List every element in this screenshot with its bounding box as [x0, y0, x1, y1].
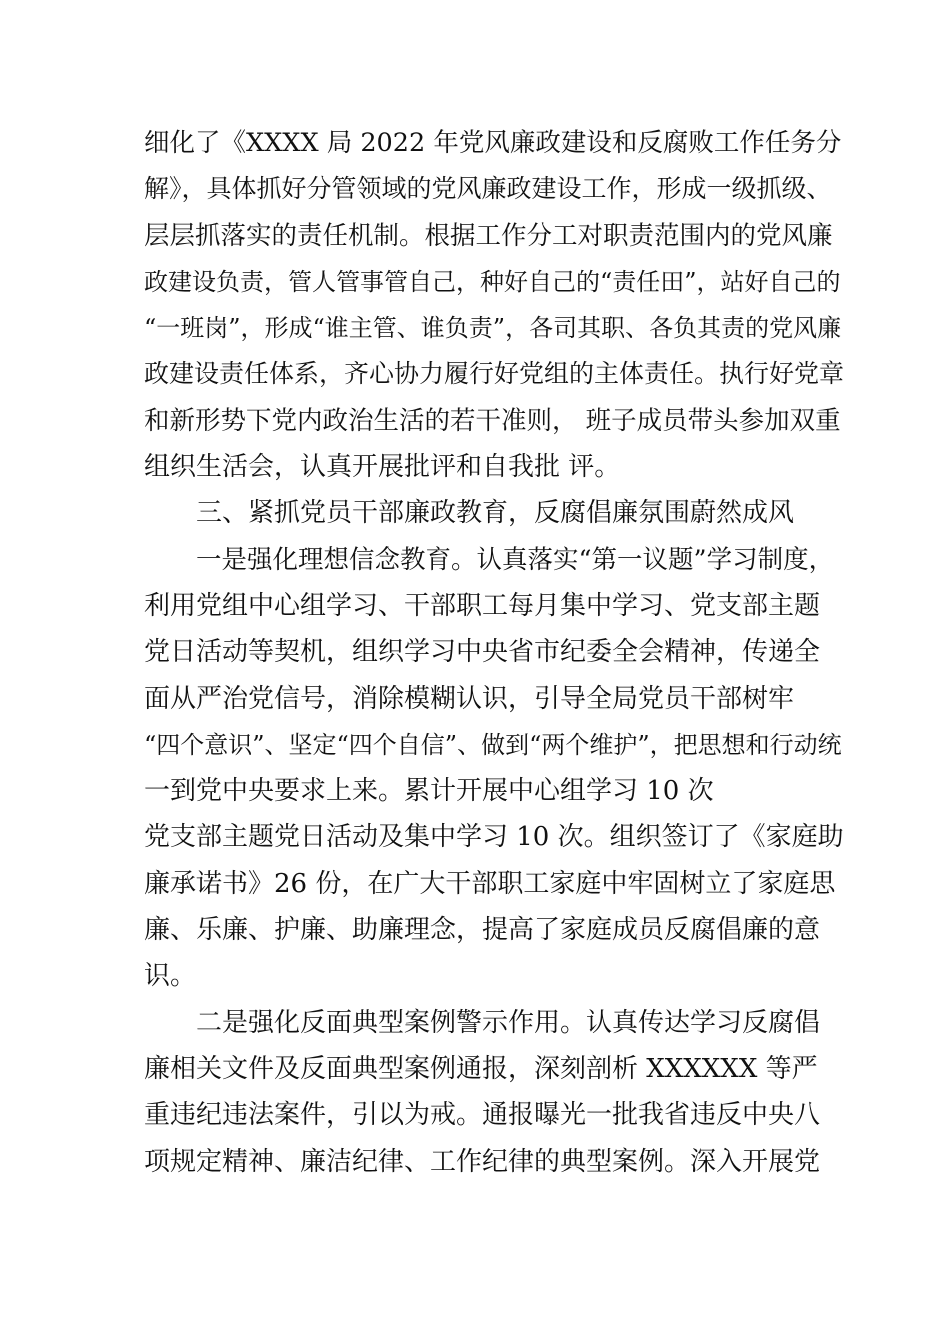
- text-line: 政建设责任体系，齐心协力履行好党组的主体责任。执行好党章: [144, 359, 845, 389]
- section-heading: 三、紧抓党员干部廉政教育，反腐倡廉氛围蔚然成风: [196, 498, 795, 529]
- text-line: 党日活动等契机，组织学习中央省市纪委全会精神，传递全: [144, 637, 821, 668]
- text-line: 党支部主题党日活动及集中学习 10 次。组织签订了《家庭助: [144, 822, 844, 853]
- text-line: 层层抓落实的责任机制。根据工作分工对职责范围内的党风廉: [144, 220, 833, 251]
- text-line: “一班岗”，形成“谁主管、谁负责”，各司其职、各负其责的党风廉: [144, 314, 842, 343]
- text-line: 细化了《XXXX 局 2022 年党风廉政建设和反腐败工作任务分: [144, 128, 842, 158]
- text-line: 一到党中央要求上来。累计开展中心组学习 10 次: [144, 776, 714, 807]
- text-line: 识。: [144, 961, 197, 992]
- text-line: 利用党组中心组学习、干部职工每月集中学习、党支部主题: [144, 590, 821, 621]
- text-line: 项规定精神、廉洁纪律、工作纪律的典型案例。深入开展党: [144, 1146, 821, 1177]
- body-text: [144, 120, 844, 1185]
- text-line: 廉承诺书》26 份，在广大干部职工家庭中牢固树立了家庭思: [144, 868, 836, 899]
- paragraph-start: 一是强化理想信念教育。认真落实“第一议题”学习制度，: [196, 544, 835, 575]
- text-line: 面从严治党信号，消除模糊认识，引导全局党员干部树牢: [144, 683, 795, 714]
- text-line: “四个意识”、坚定“四个自信”、做到“两个维护”，把思想和行动统: [144, 730, 842, 759]
- text-line: 组织生活会，认真开展批评和自我批 评。: [144, 452, 621, 483]
- text-line: 解》，具体抓好分管领域的党风廉政建设工作，形成一级抓级、: [144, 174, 832, 204]
- text-line: 廉、乐廉、护廉、助廉理念，提高了家庭成员反腐倡廉的意: [144, 915, 821, 946]
- text-line: 和新形势下党内政治生活的若干准则， 班子成员带头参加双重: [144, 405, 841, 436]
- text-line: 重违纪违法案件，引以为戒。通报曝光一批我省违反中央八: [144, 1100, 821, 1131]
- text-line: 廉相关文件及反面典型案例通报，深刻剖析 XXXXXX 等严: [144, 1053, 818, 1084]
- paragraph-start: 二是强化反面典型案例警示作用。认真传达学习反腐倡: [196, 1007, 821, 1038]
- text-line: 政建设负责，管人管事管自己，种好自己的“责任田”，站好自己的: [144, 267, 841, 296]
